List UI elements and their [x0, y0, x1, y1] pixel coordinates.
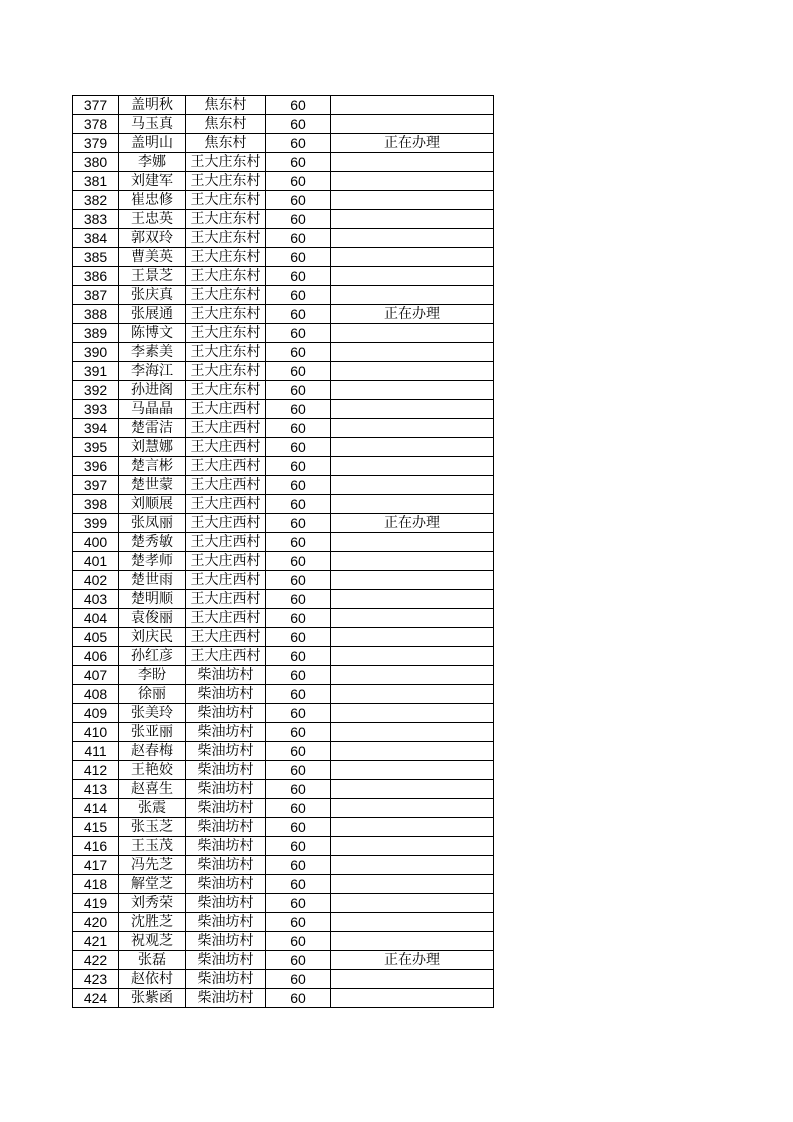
status-cell — [331, 324, 494, 343]
amount-cell: 60 — [266, 115, 331, 134]
amount-cell: 60 — [266, 799, 331, 818]
table-row — [73, 438, 494, 457]
table-row — [73, 989, 494, 1008]
row-number-cell: 405 — [73, 628, 119, 647]
row-number-cell: 410 — [73, 723, 119, 742]
village-cell: 王大庄东村 — [186, 267, 266, 286]
village-cell: 柴油坊村 — [186, 913, 266, 932]
status-cell — [331, 229, 494, 248]
row-number-cell: 384 — [73, 229, 119, 248]
village-cell: 柴油坊村 — [186, 723, 266, 742]
amount-cell: 60 — [266, 685, 331, 704]
table-row — [73, 533, 494, 552]
village-cell: 柴油坊村 — [186, 685, 266, 704]
amount-cell: 60 — [266, 286, 331, 305]
row-number-cell: 416 — [73, 837, 119, 856]
person-name-cell: 赵依村 — [119, 970, 186, 989]
row-number-cell: 388 — [73, 305, 119, 324]
person-name-cell: 陈博文 — [119, 324, 186, 343]
person-name-cell: 孙进阁 — [119, 381, 186, 400]
status-cell — [331, 799, 494, 818]
table-row — [73, 723, 494, 742]
row-number-cell: 406 — [73, 647, 119, 666]
row-number-cell: 420 — [73, 913, 119, 932]
village-cell: 柴油坊村 — [186, 894, 266, 913]
person-name-cell: 王玉茂 — [119, 837, 186, 856]
table-row — [73, 362, 494, 381]
table-row — [73, 628, 494, 647]
village-cell: 王大庄西村 — [186, 438, 266, 457]
table-row — [73, 704, 494, 723]
row-number-cell: 377 — [73, 96, 119, 115]
person-name-cell: 张紫函 — [119, 989, 186, 1008]
table-row — [73, 837, 494, 856]
person-name-cell: 张磊 — [119, 951, 186, 970]
village-cell: 王大庄东村 — [186, 381, 266, 400]
village-cell: 王大庄东村 — [186, 286, 266, 305]
amount-cell: 60 — [266, 96, 331, 115]
village-cell: 王大庄西村 — [186, 419, 266, 438]
village-cell: 柴油坊村 — [186, 932, 266, 951]
amount-cell: 60 — [266, 875, 331, 894]
village-cell: 柴油坊村 — [186, 856, 266, 875]
row-number-cell: 412 — [73, 761, 119, 780]
person-name-cell: 郭双玲 — [119, 229, 186, 248]
person-name-cell: 张玉芝 — [119, 818, 186, 837]
person-name-cell: 王景芝 — [119, 267, 186, 286]
person-name-cell: 沈胜芝 — [119, 913, 186, 932]
status-cell — [331, 419, 494, 438]
amount-cell: 60 — [266, 476, 331, 495]
person-name-cell: 王忠英 — [119, 210, 186, 229]
status-cell — [331, 856, 494, 875]
row-number-cell: 419 — [73, 894, 119, 913]
table-row — [73, 343, 494, 362]
status-cell — [331, 172, 494, 191]
row-number-cell: 400 — [73, 533, 119, 552]
table-row — [73, 115, 494, 134]
table-row — [73, 96, 494, 115]
row-number-cell: 415 — [73, 818, 119, 837]
table-row — [73, 970, 494, 989]
village-cell: 王大庄西村 — [186, 552, 266, 571]
person-name-cell: 楚世蒙 — [119, 476, 186, 495]
status-cell — [331, 685, 494, 704]
status-cell — [331, 533, 494, 552]
status-cell — [331, 837, 494, 856]
row-number-cell: 401 — [73, 552, 119, 571]
village-cell: 王大庄西村 — [186, 571, 266, 590]
person-name-cell: 刘秀荣 — [119, 894, 186, 913]
status-cell — [331, 153, 494, 172]
amount-cell: 60 — [266, 552, 331, 571]
table-row — [73, 552, 494, 571]
village-cell: 焦东村 — [186, 115, 266, 134]
village-cell: 柴油坊村 — [186, 837, 266, 856]
village-cell: 王大庄东村 — [186, 248, 266, 267]
row-number-cell: 423 — [73, 970, 119, 989]
village-cell: 王大庄东村 — [186, 210, 266, 229]
amount-cell: 60 — [266, 533, 331, 552]
amount-cell: 60 — [266, 780, 331, 799]
person-name-cell: 张美玲 — [119, 704, 186, 723]
row-number-cell: 398 — [73, 495, 119, 514]
person-name-cell: 王艳姣 — [119, 761, 186, 780]
amount-cell: 60 — [266, 134, 331, 153]
status-cell — [331, 115, 494, 134]
table-row — [73, 799, 494, 818]
amount-cell: 60 — [266, 609, 331, 628]
table-row — [73, 932, 494, 951]
amount-cell: 60 — [266, 153, 331, 172]
status-cell: 正在办理 — [331, 514, 494, 533]
amount-cell: 60 — [266, 761, 331, 780]
status-cell — [331, 647, 494, 666]
status-cell — [331, 666, 494, 685]
person-name-cell: 曹美英 — [119, 248, 186, 267]
amount-cell: 60 — [266, 932, 331, 951]
table-row — [73, 191, 494, 210]
status-cell — [331, 438, 494, 457]
row-number-cell: 402 — [73, 571, 119, 590]
amount-cell: 60 — [266, 210, 331, 229]
table-row — [73, 153, 494, 172]
village-cell: 焦东村 — [186, 96, 266, 115]
row-number-cell: 379 — [73, 134, 119, 153]
village-cell: 柴油坊村 — [186, 970, 266, 989]
amount-cell: 60 — [266, 419, 331, 438]
amount-cell: 60 — [266, 248, 331, 267]
table-row — [73, 229, 494, 248]
village-cell: 柴油坊村 — [186, 666, 266, 685]
table-row — [73, 134, 494, 153]
row-number-cell: 411 — [73, 742, 119, 761]
amount-cell: 60 — [266, 229, 331, 248]
status-cell — [331, 362, 494, 381]
person-name-cell: 刘顺展 — [119, 495, 186, 514]
person-name-cell: 楚孝师 — [119, 552, 186, 571]
village-cell: 王大庄西村 — [186, 590, 266, 609]
status-cell — [331, 381, 494, 400]
status-cell — [331, 609, 494, 628]
status-cell — [331, 761, 494, 780]
village-cell: 王大庄西村 — [186, 533, 266, 552]
person-name-cell: 楚秀敏 — [119, 533, 186, 552]
person-name-cell: 徐丽 — [119, 685, 186, 704]
village-cell: 柴油坊村 — [186, 818, 266, 837]
person-name-cell: 祝观芝 — [119, 932, 186, 951]
amount-cell: 60 — [266, 457, 331, 476]
table-row — [73, 951, 494, 970]
person-name-cell: 孙红彦 — [119, 647, 186, 666]
table-row — [73, 419, 494, 438]
table-row — [73, 913, 494, 932]
row-number-cell: 404 — [73, 609, 119, 628]
row-number-cell: 391 — [73, 362, 119, 381]
table-row — [73, 400, 494, 419]
status-cell — [331, 590, 494, 609]
table-row — [73, 514, 494, 533]
amount-cell: 60 — [266, 704, 331, 723]
row-number-cell: 424 — [73, 989, 119, 1008]
amount-cell: 60 — [266, 381, 331, 400]
subsidy-list-table — [72, 95, 494, 1008]
village-cell: 柴油坊村 — [186, 951, 266, 970]
person-name-cell: 刘建军 — [119, 172, 186, 191]
table-row — [73, 305, 494, 324]
table-row — [73, 894, 494, 913]
row-number-cell: 417 — [73, 856, 119, 875]
status-cell — [331, 913, 494, 932]
table-row — [73, 666, 494, 685]
row-number-cell: 387 — [73, 286, 119, 305]
status-cell — [331, 704, 494, 723]
status-cell — [331, 875, 494, 894]
row-number-cell: 390 — [73, 343, 119, 362]
person-name-cell: 李素美 — [119, 343, 186, 362]
person-name-cell: 李海江 — [119, 362, 186, 381]
status-cell — [331, 495, 494, 514]
village-cell: 王大庄东村 — [186, 191, 266, 210]
table-row — [73, 286, 494, 305]
table-body — [73, 96, 494, 1008]
row-number-cell: 409 — [73, 704, 119, 723]
village-cell: 柴油坊村 — [186, 761, 266, 780]
amount-cell: 60 — [266, 571, 331, 590]
village-cell: 王大庄东村 — [186, 324, 266, 343]
village-cell: 柴油坊村 — [186, 875, 266, 894]
person-name-cell: 冯先芝 — [119, 856, 186, 875]
amount-cell: 60 — [266, 666, 331, 685]
village-cell: 柴油坊村 — [186, 780, 266, 799]
person-name-cell: 袁俊丽 — [119, 609, 186, 628]
table-row — [73, 248, 494, 267]
table-row — [73, 780, 494, 799]
status-cell — [331, 780, 494, 799]
person-name-cell: 张展通 — [119, 305, 186, 324]
village-cell: 柴油坊村 — [186, 989, 266, 1008]
table-row — [73, 571, 494, 590]
amount-cell: 60 — [266, 362, 331, 381]
status-cell — [331, 552, 494, 571]
person-name-cell: 崔忠修 — [119, 191, 186, 210]
amount-cell: 60 — [266, 742, 331, 761]
status-cell: 正在办理 — [331, 951, 494, 970]
amount-cell: 60 — [266, 324, 331, 343]
amount-cell: 60 — [266, 628, 331, 647]
table-row — [73, 590, 494, 609]
row-number-cell: 394 — [73, 419, 119, 438]
amount-cell: 60 — [266, 723, 331, 742]
table-row — [73, 495, 494, 514]
row-number-cell: 413 — [73, 780, 119, 799]
village-cell: 王大庄西村 — [186, 514, 266, 533]
status-cell: 正在办理 — [331, 134, 494, 153]
table-row — [73, 476, 494, 495]
table-row — [73, 875, 494, 894]
village-cell: 柴油坊村 — [186, 742, 266, 761]
status-cell — [331, 191, 494, 210]
row-number-cell: 422 — [73, 951, 119, 970]
amount-cell: 60 — [266, 191, 331, 210]
row-number-cell: 408 — [73, 685, 119, 704]
row-number-cell: 403 — [73, 590, 119, 609]
person-name-cell: 张亚丽 — [119, 723, 186, 742]
table-row — [73, 172, 494, 191]
village-cell: 王大庄东村 — [186, 362, 266, 381]
person-name-cell: 张凤丽 — [119, 514, 186, 533]
amount-cell: 60 — [266, 951, 331, 970]
person-name-cell: 楚言彬 — [119, 457, 186, 476]
village-cell: 柴油坊村 — [186, 704, 266, 723]
village-cell: 王大庄西村 — [186, 400, 266, 419]
person-name-cell: 楚世雨 — [119, 571, 186, 590]
village-cell: 王大庄东村 — [186, 305, 266, 324]
amount-cell: 60 — [266, 856, 331, 875]
village-cell: 王大庄东村 — [186, 172, 266, 191]
amount-cell: 60 — [266, 989, 331, 1008]
amount-cell: 60 — [266, 343, 331, 362]
status-cell — [331, 343, 494, 362]
status-cell — [331, 457, 494, 476]
person-name-cell: 楚雷洁 — [119, 419, 186, 438]
person-name-cell: 解堂芝 — [119, 875, 186, 894]
village-cell: 王大庄西村 — [186, 476, 266, 495]
status-cell — [331, 742, 494, 761]
row-number-cell: 383 — [73, 210, 119, 229]
village-cell: 王大庄西村 — [186, 457, 266, 476]
row-number-cell: 418 — [73, 875, 119, 894]
row-number-cell: 389 — [73, 324, 119, 343]
amount-cell: 60 — [266, 267, 331, 286]
status-cell — [331, 96, 494, 115]
village-cell: 王大庄西村 — [186, 647, 266, 666]
status-cell: 正在办理 — [331, 305, 494, 324]
table-row — [73, 381, 494, 400]
row-number-cell: 407 — [73, 666, 119, 685]
person-name-cell: 盖明秋 — [119, 96, 186, 115]
village-cell: 王大庄东村 — [186, 153, 266, 172]
status-cell — [331, 894, 494, 913]
table-row — [73, 457, 494, 476]
village-cell: 柴油坊村 — [186, 799, 266, 818]
amount-cell: 60 — [266, 438, 331, 457]
row-number-cell: 393 — [73, 400, 119, 419]
amount-cell: 60 — [266, 172, 331, 191]
amount-cell: 60 — [266, 894, 331, 913]
village-cell: 王大庄西村 — [186, 628, 266, 647]
person-name-cell: 马玉真 — [119, 115, 186, 134]
amount-cell: 60 — [266, 400, 331, 419]
table-row — [73, 742, 494, 761]
village-cell: 王大庄西村 — [186, 495, 266, 514]
status-cell — [331, 267, 494, 286]
row-number-cell: 392 — [73, 381, 119, 400]
table-row — [73, 267, 494, 286]
person-name-cell: 李娜 — [119, 153, 186, 172]
status-cell — [331, 248, 494, 267]
village-cell: 王大庄西村 — [186, 609, 266, 628]
row-number-cell: 386 — [73, 267, 119, 286]
amount-cell: 60 — [266, 970, 331, 989]
status-cell — [331, 476, 494, 495]
row-number-cell: 385 — [73, 248, 119, 267]
person-name-cell: 盖明山 — [119, 134, 186, 153]
amount-cell: 60 — [266, 647, 331, 666]
person-name-cell: 李盼 — [119, 666, 186, 685]
table-row — [73, 761, 494, 780]
row-number-cell: 421 — [73, 932, 119, 951]
person-name-cell: 张庆真 — [119, 286, 186, 305]
status-cell — [331, 989, 494, 1008]
status-cell — [331, 400, 494, 419]
table-row — [73, 818, 494, 837]
row-number-cell: 397 — [73, 476, 119, 495]
status-cell — [331, 932, 494, 951]
status-cell — [331, 286, 494, 305]
amount-cell: 60 — [266, 837, 331, 856]
row-number-cell: 414 — [73, 799, 119, 818]
table-row — [73, 647, 494, 666]
person-name-cell: 赵喜生 — [119, 780, 186, 799]
amount-cell: 60 — [266, 590, 331, 609]
status-cell — [331, 571, 494, 590]
row-number-cell: 395 — [73, 438, 119, 457]
row-number-cell: 396 — [73, 457, 119, 476]
amount-cell: 60 — [266, 305, 331, 324]
status-cell — [331, 210, 494, 229]
person-name-cell: 刘慧娜 — [119, 438, 186, 457]
village-cell: 王大庄东村 — [186, 343, 266, 362]
row-number-cell: 399 — [73, 514, 119, 533]
table-row — [73, 856, 494, 875]
status-cell — [331, 628, 494, 647]
table-row — [73, 324, 494, 343]
table-row — [73, 685, 494, 704]
table-row — [73, 609, 494, 628]
status-cell — [331, 723, 494, 742]
person-name-cell: 楚明顺 — [119, 590, 186, 609]
amount-cell: 60 — [266, 495, 331, 514]
person-name-cell: 刘庆民 — [119, 628, 186, 647]
row-number-cell: 381 — [73, 172, 119, 191]
person-name-cell: 马晶晶 — [119, 400, 186, 419]
status-cell — [331, 970, 494, 989]
person-name-cell: 赵春梅 — [119, 742, 186, 761]
person-name-cell: 张震 — [119, 799, 186, 818]
village-cell: 王大庄东村 — [186, 229, 266, 248]
status-cell — [331, 818, 494, 837]
amount-cell: 60 — [266, 818, 331, 837]
row-number-cell: 378 — [73, 115, 119, 134]
row-number-cell: 382 — [73, 191, 119, 210]
amount-cell: 60 — [266, 913, 331, 932]
amount-cell: 60 — [266, 514, 331, 533]
row-number-cell: 380 — [73, 153, 119, 172]
table-row — [73, 210, 494, 229]
village-cell: 焦东村 — [186, 134, 266, 153]
